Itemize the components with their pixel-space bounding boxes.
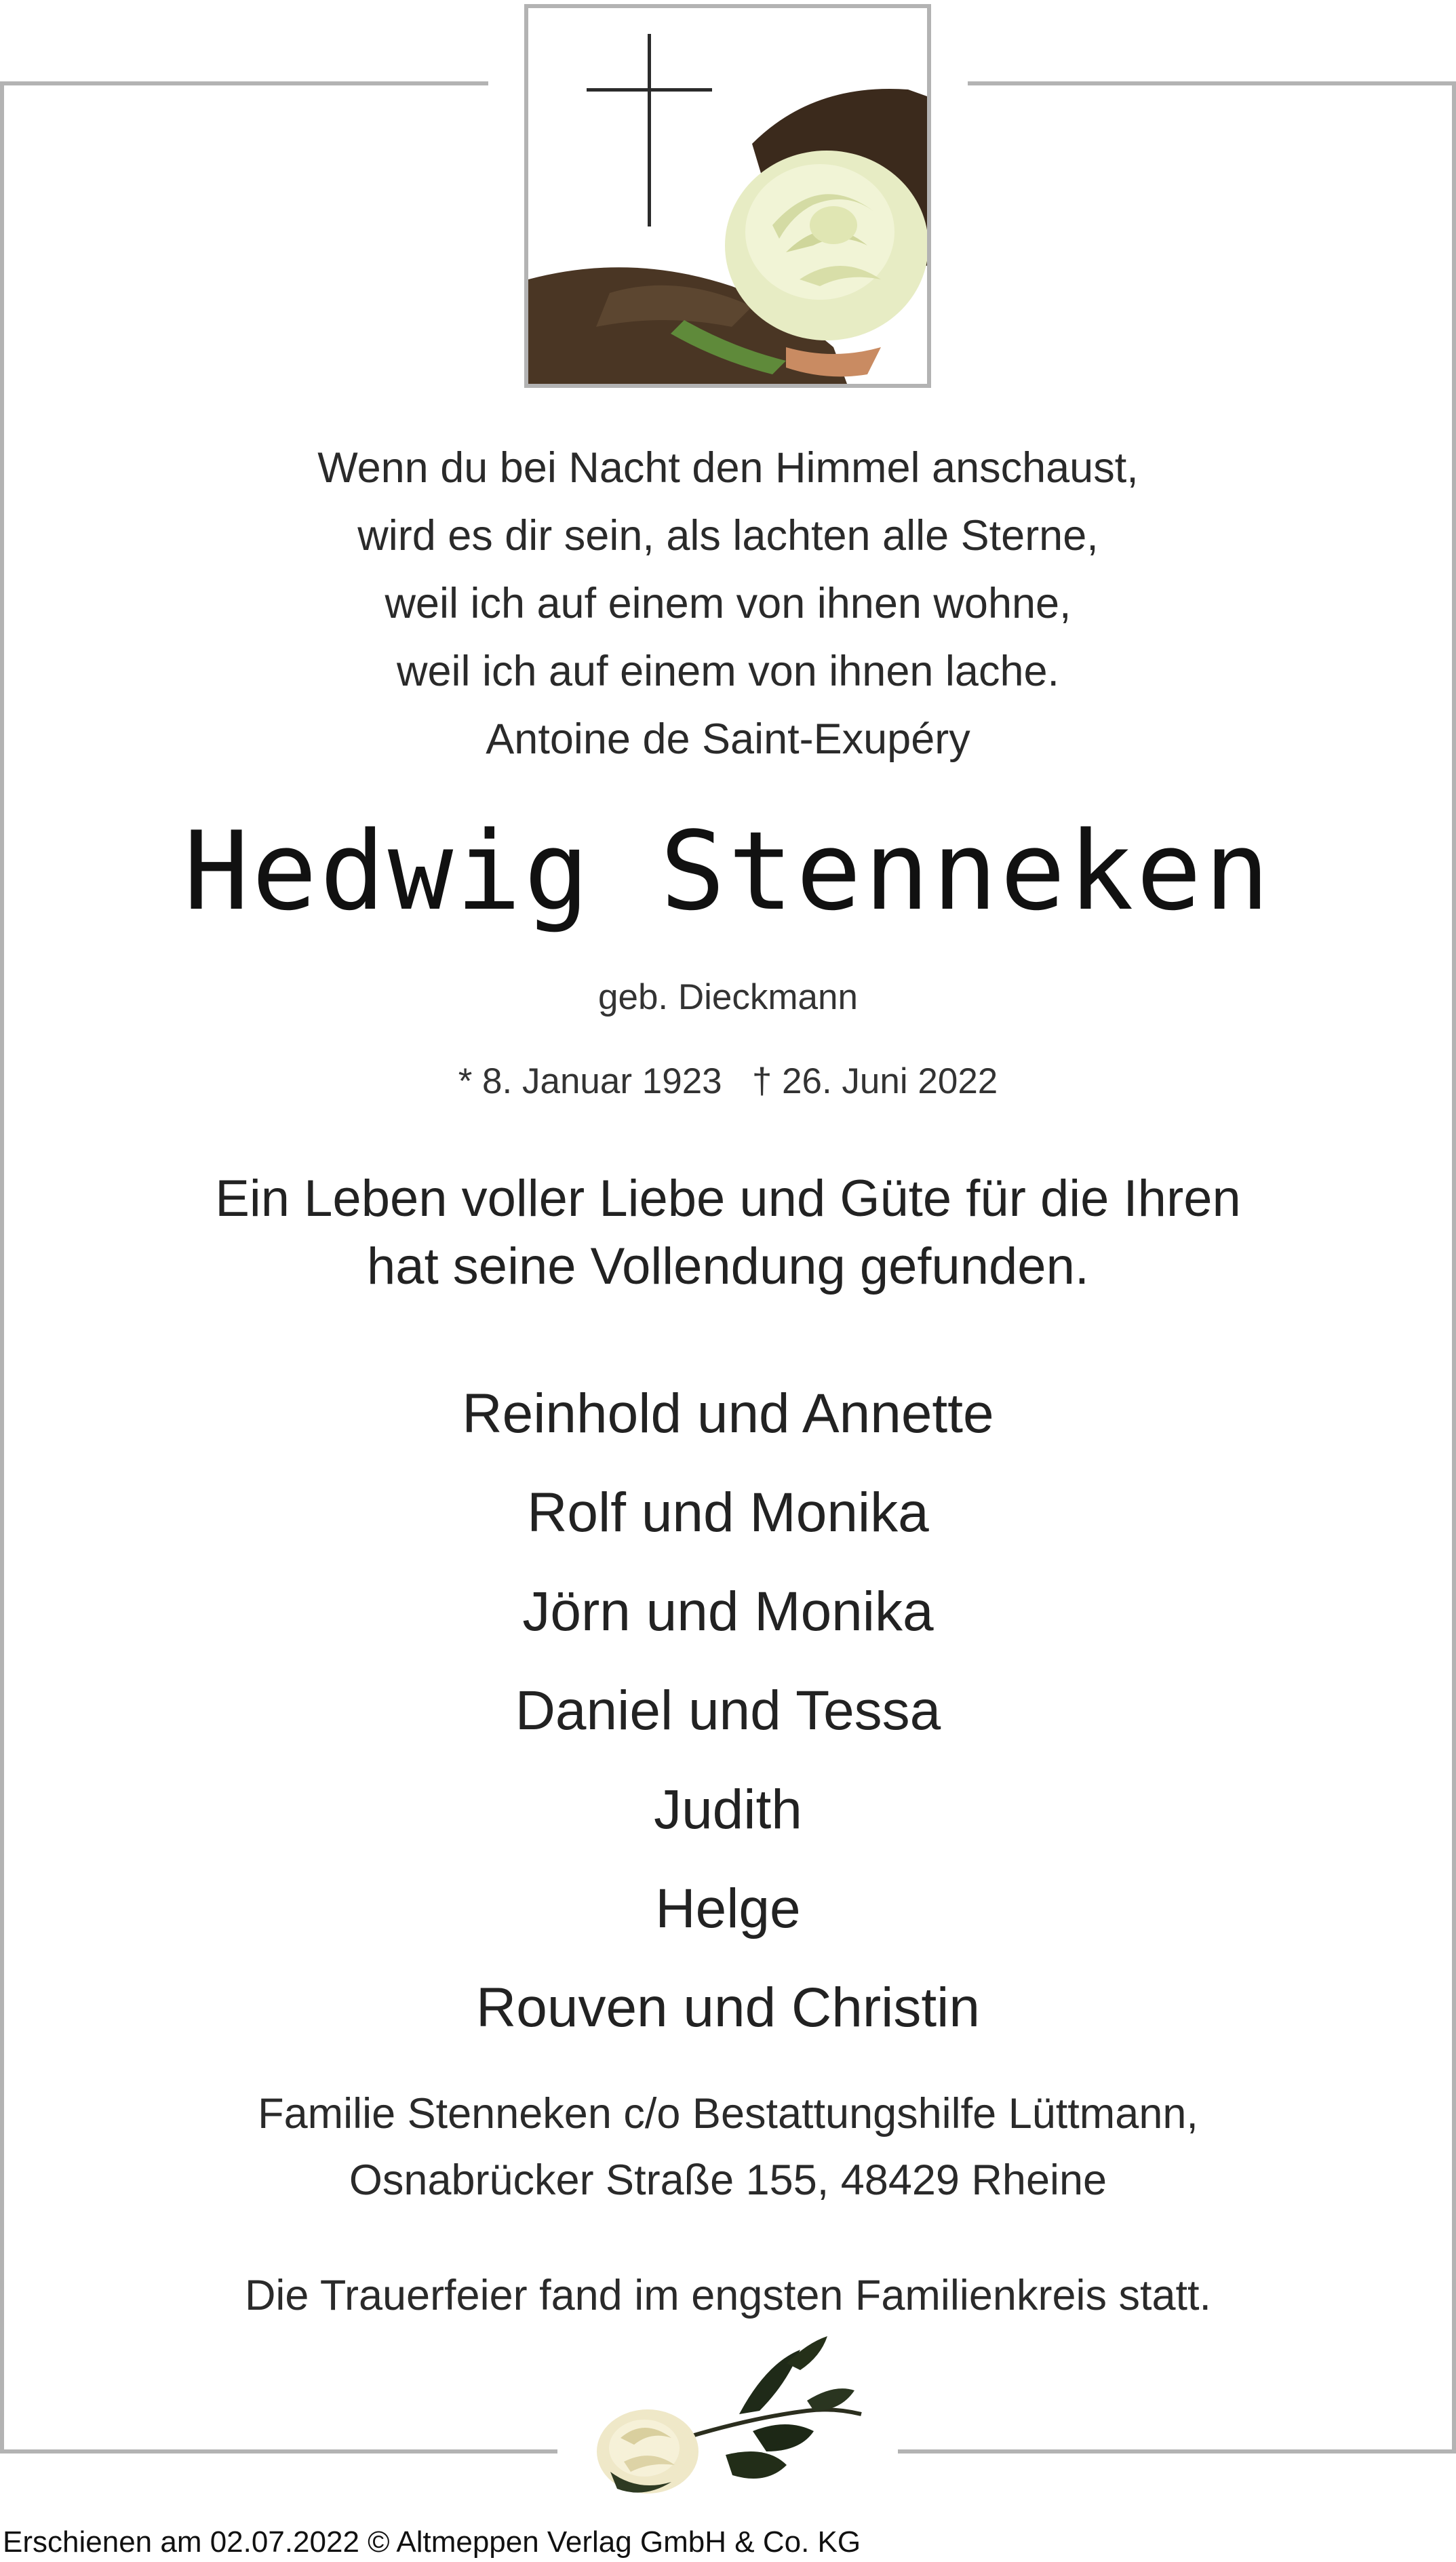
deceased-name: Hedwig Stenneken xyxy=(183,808,1273,934)
poem-author: Antoine de Saint-Exupéry xyxy=(486,715,970,763)
life-dates: * 8. Januar 1923 † 26. Juni 2022 xyxy=(458,1061,998,1101)
frame-bottom-right xyxy=(898,2449,1456,2453)
tribute-line: hat seine Vollendung gefunden. xyxy=(367,1238,1089,1295)
publication-footer: Erschienen am 02.07.2022 © Altmeppen Verlag GmbH & Co. KG xyxy=(3,2525,861,2559)
poem-line: weil ich auf einem von ihnen lache. xyxy=(396,648,1060,695)
mourner-name: Rolf und Monika xyxy=(527,1482,929,1543)
poem-line: Wenn du bei Nacht den Himmel anschaust, xyxy=(317,444,1139,492)
mourner-name: Reinhold und Annette xyxy=(462,1383,994,1444)
rose-icon xyxy=(583,2336,882,2502)
mourner-name: Helge xyxy=(655,1878,801,1939)
cross-and-white-rose-icon xyxy=(524,4,931,388)
mourner-name: Jörn und Monika xyxy=(522,1581,934,1642)
frame-bottom-left xyxy=(0,2449,557,2453)
tribute xyxy=(0,1165,1456,1301)
poem xyxy=(0,434,1456,773)
poem-line: wird es dir sein, als lachten alle Sterne, xyxy=(357,512,1099,559)
mourner-name: Judith xyxy=(654,1779,802,1840)
maiden-name: geb. Dieckmann xyxy=(598,977,858,1017)
tribute-line: Ein Leben voller Liebe und Güte für die Ihren xyxy=(215,1170,1241,1227)
frame-top-right xyxy=(968,81,1456,85)
contact-address xyxy=(0,2081,1456,2213)
address-line: Familie Stenneken c/o Bestattungshilfe Lüttmann, xyxy=(258,2090,1198,2137)
mourners-list xyxy=(0,1364,1456,2057)
poem-line: weil ich auf einem von ihnen wohne, xyxy=(385,580,1071,627)
ceremony-note: Die Trauerfeier fand im engsten Familienkreis statt. xyxy=(244,2272,1212,2319)
frame-top-left xyxy=(0,81,488,85)
mourner-name: Rouven und Christin xyxy=(476,1977,980,2038)
address-line: Osnabrücker Straße 155, 48429 Rheine xyxy=(349,2156,1107,2204)
mourner-name: Daniel und Tessa xyxy=(515,1680,941,1741)
